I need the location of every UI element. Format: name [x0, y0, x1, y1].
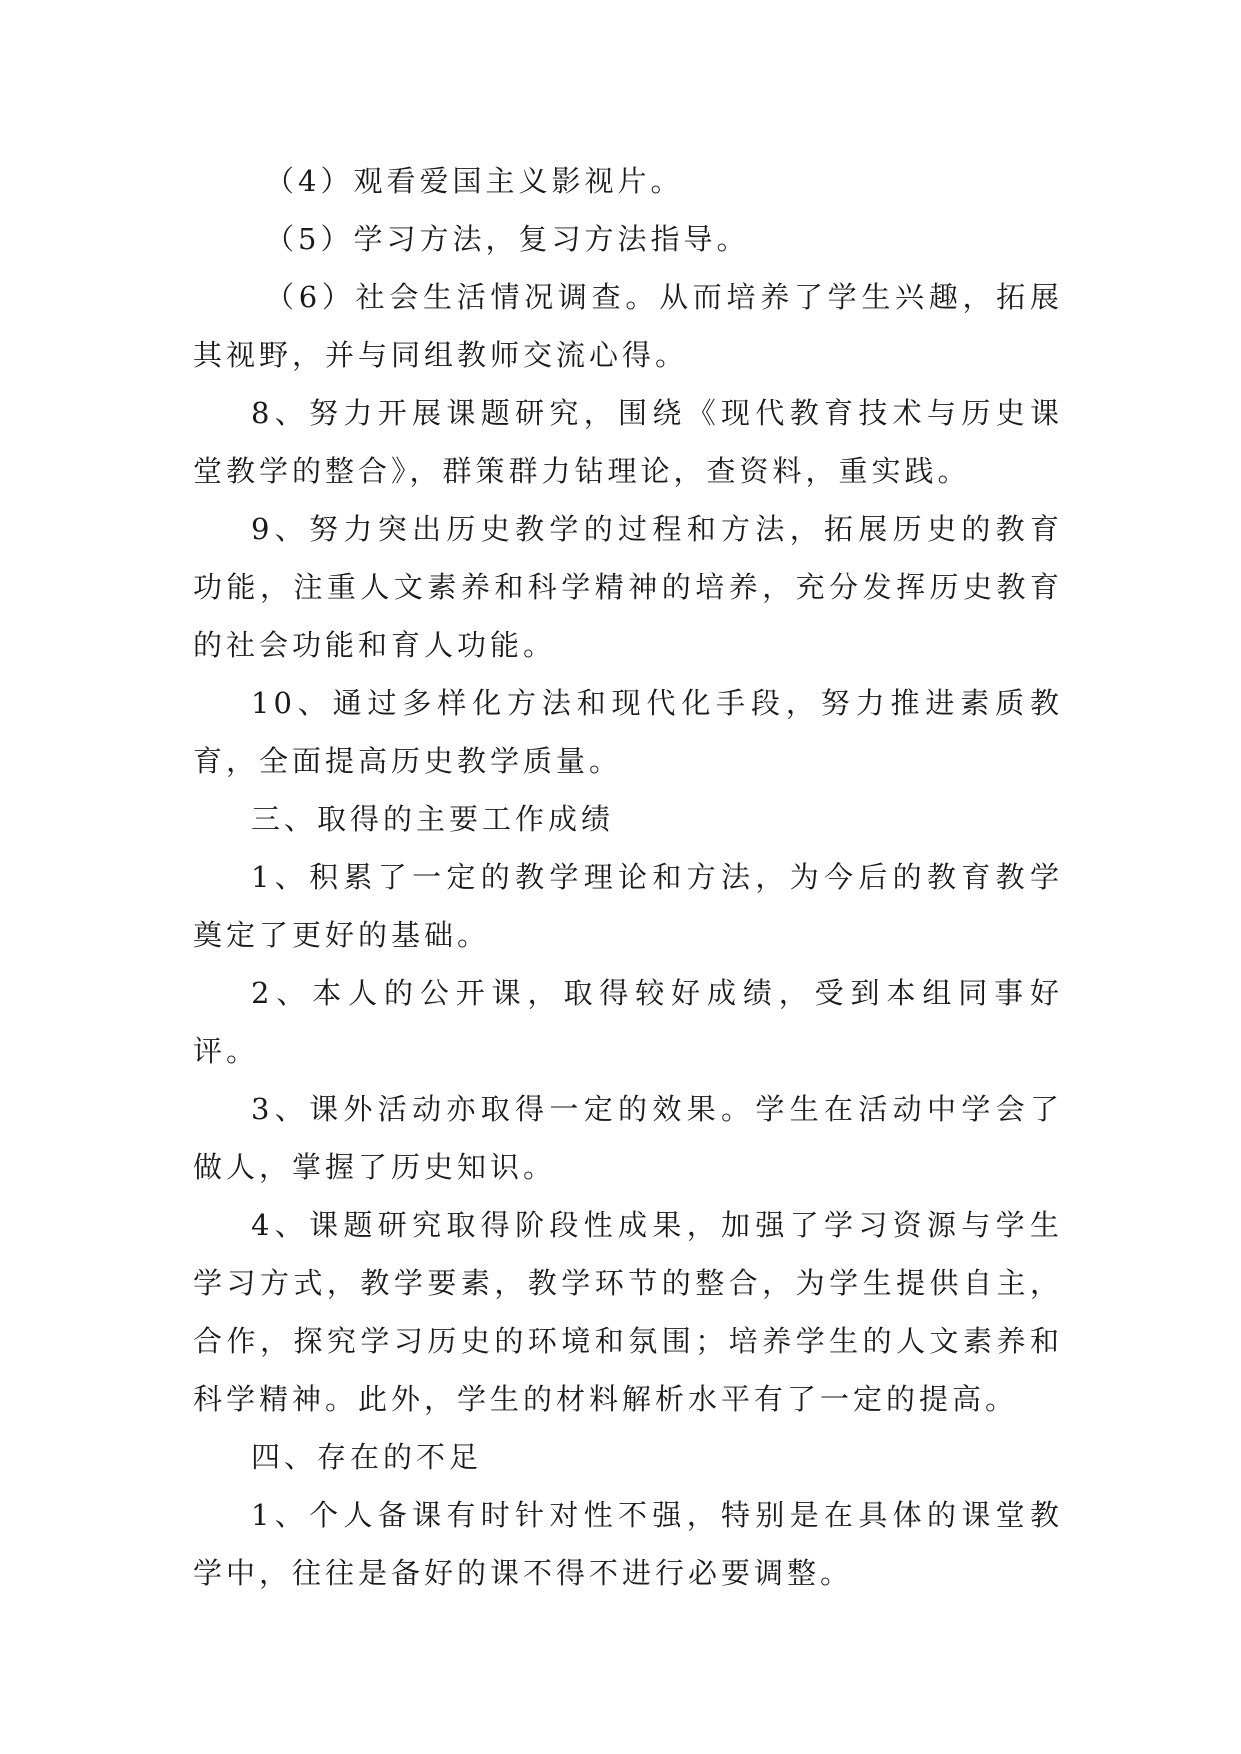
- paragraph-item-9: 9、努力突出历史教学的过程和方法，拓展历史的教育功能，注重人文素养和科学精神的培养，充分发挥历史教育的社会功能和育人功能。: [193, 512, 1063, 662]
- list-item-5: （5）学习方法，复习方法指导。: [265, 222, 750, 256]
- paragraph-achievement-1: 1、积累了一定的教学理论和方法，为今后的教育教学奠定了更好的基础。: [193, 860, 1063, 952]
- paragraph-achievement-2: 2、本人的公开课，取得较好成绩，受到本组同事好评。: [193, 976, 1063, 1068]
- paragraph-shortcoming-1: 1、个人备课有时针对性不强，特别是在具体的课堂教学中，往往是备好的课不得不进行必要调整。: [193, 1498, 1063, 1590]
- section-heading-shortcomings: 四、存在的不足: [251, 1440, 483, 1474]
- section-heading-achievements: 三、取得的主要工作成绩: [251, 802, 615, 836]
- list-item-6: （6）社会生活情况调查。从而培养了学生兴趣，拓展其视野，并与同组教师交流心得。: [193, 280, 1063, 372]
- list-item-4: （4）观看爱国主义影视片。: [265, 164, 684, 198]
- paragraph-achievement-3: 3、课外活动亦取得一定的效果。学生在活动中学会了做人，掌握了历史知识。: [193, 1092, 1063, 1184]
- paragraph-item-10: 10、通过多样化方法和现代化手段，努力推进素质教育，全面提高历史教学质量。: [193, 686, 1063, 778]
- paragraph-achievement-4: 4、课题研究取得阶段性成果，加强了学习资源与学生学习方式，教学要素，教学环节的整合，为学生提供自主，合作，探究学习历史的环境和氛围；培养学生的人文素养和科学精神。此外，学生的材料解析水平有了一定的提高。: [193, 1208, 1063, 1416]
- document-body: [193, 152, 1063, 1602]
- paragraph-item-8: 8、努力开展课题研究，围绕《现代教育技术与历史课堂教学的整合》，群策群力钻理论，查资料，重实践。: [193, 396, 1063, 488]
